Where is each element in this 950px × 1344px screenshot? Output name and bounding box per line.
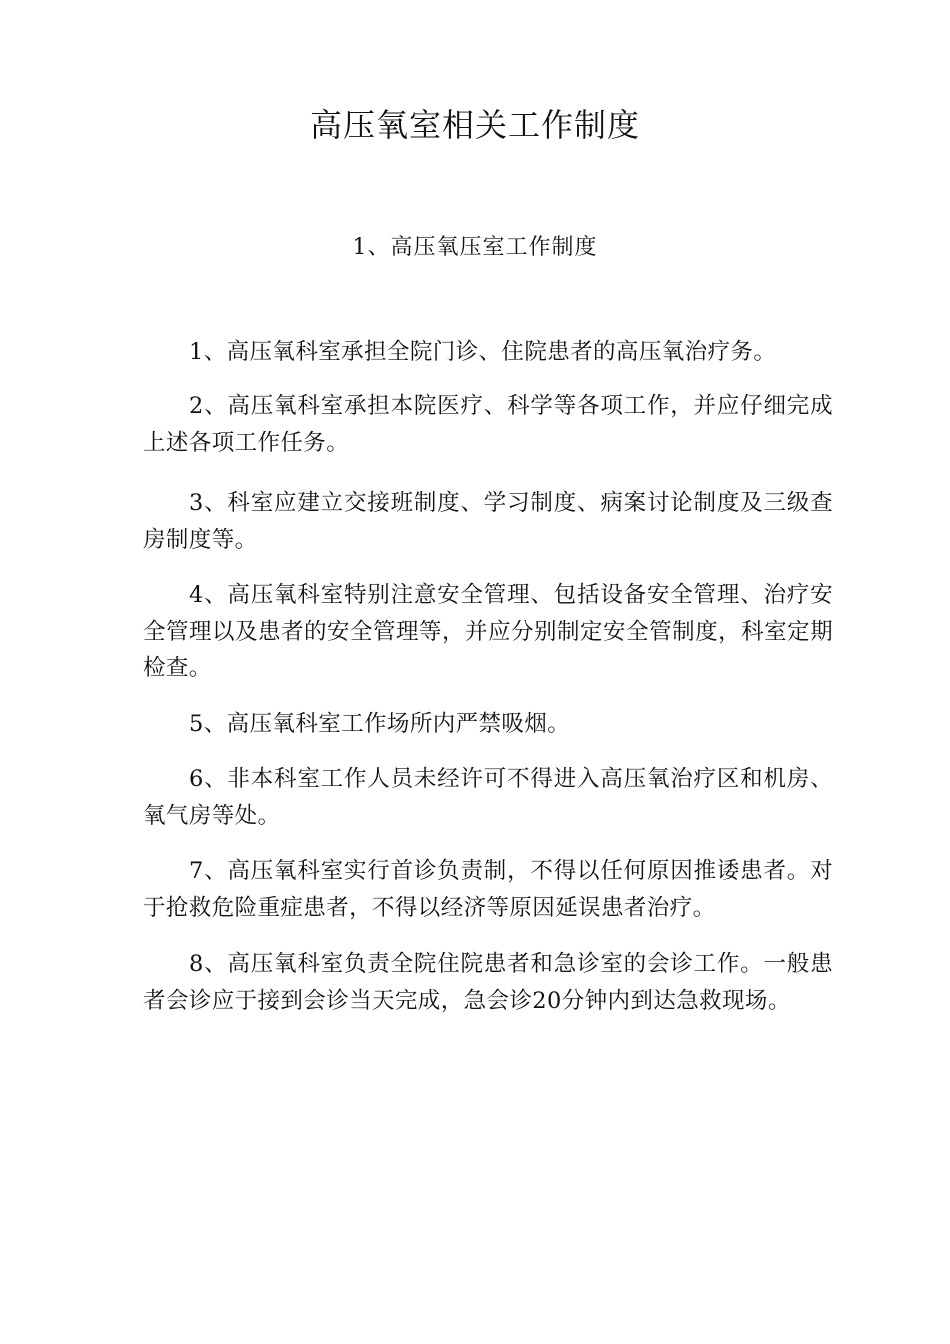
- clause-6: 6、非本科室工作人员未经许可不得进入高压氧治疗区和机房、氧气房等处。: [143, 766, 833, 829]
- clause-2: 2、高压氧科室承担本院医疗、科学等各项工作，并应仔细完成上述各项工作任务。: [143, 393, 833, 456]
- clause-4: 4、高压氧科室特别注意安全管理、包括设备安全管理、治疗安全管理以及患者的安全管理等，并应分别制定安全管制度，科室定期检查。: [143, 582, 833, 681]
- clause-8: 8、高压氧科室负责全院住院患者和急诊室的会诊工作。一般患者会诊应于接到会诊当天完成，急会诊20分钟内到达急救现场。: [143, 951, 833, 1014]
- clause-3: 3、科室应建立交接班制度、学习制度、病案讨论制度及三级查房制度等。: [143, 490, 833, 553]
- document-title: 高压氧室相关工作制度: [309, 106, 640, 144]
- clause-5: 5、高压氧科室工作场所内严禁吸烟。: [189, 711, 571, 737]
- section-heading: 1、高压氧压室工作制度: [352, 235, 598, 260]
- clause-7: 7、高压氧科室实行首诊负责制，不得以任何原因推诿患者。对于抢救危险重症患者，不得以经济等原因延误患者治疗。: [143, 858, 833, 921]
- clause-1: 1、高压氧科室承担全院门诊、住院患者的高压氧治疗务。: [189, 339, 777, 365]
